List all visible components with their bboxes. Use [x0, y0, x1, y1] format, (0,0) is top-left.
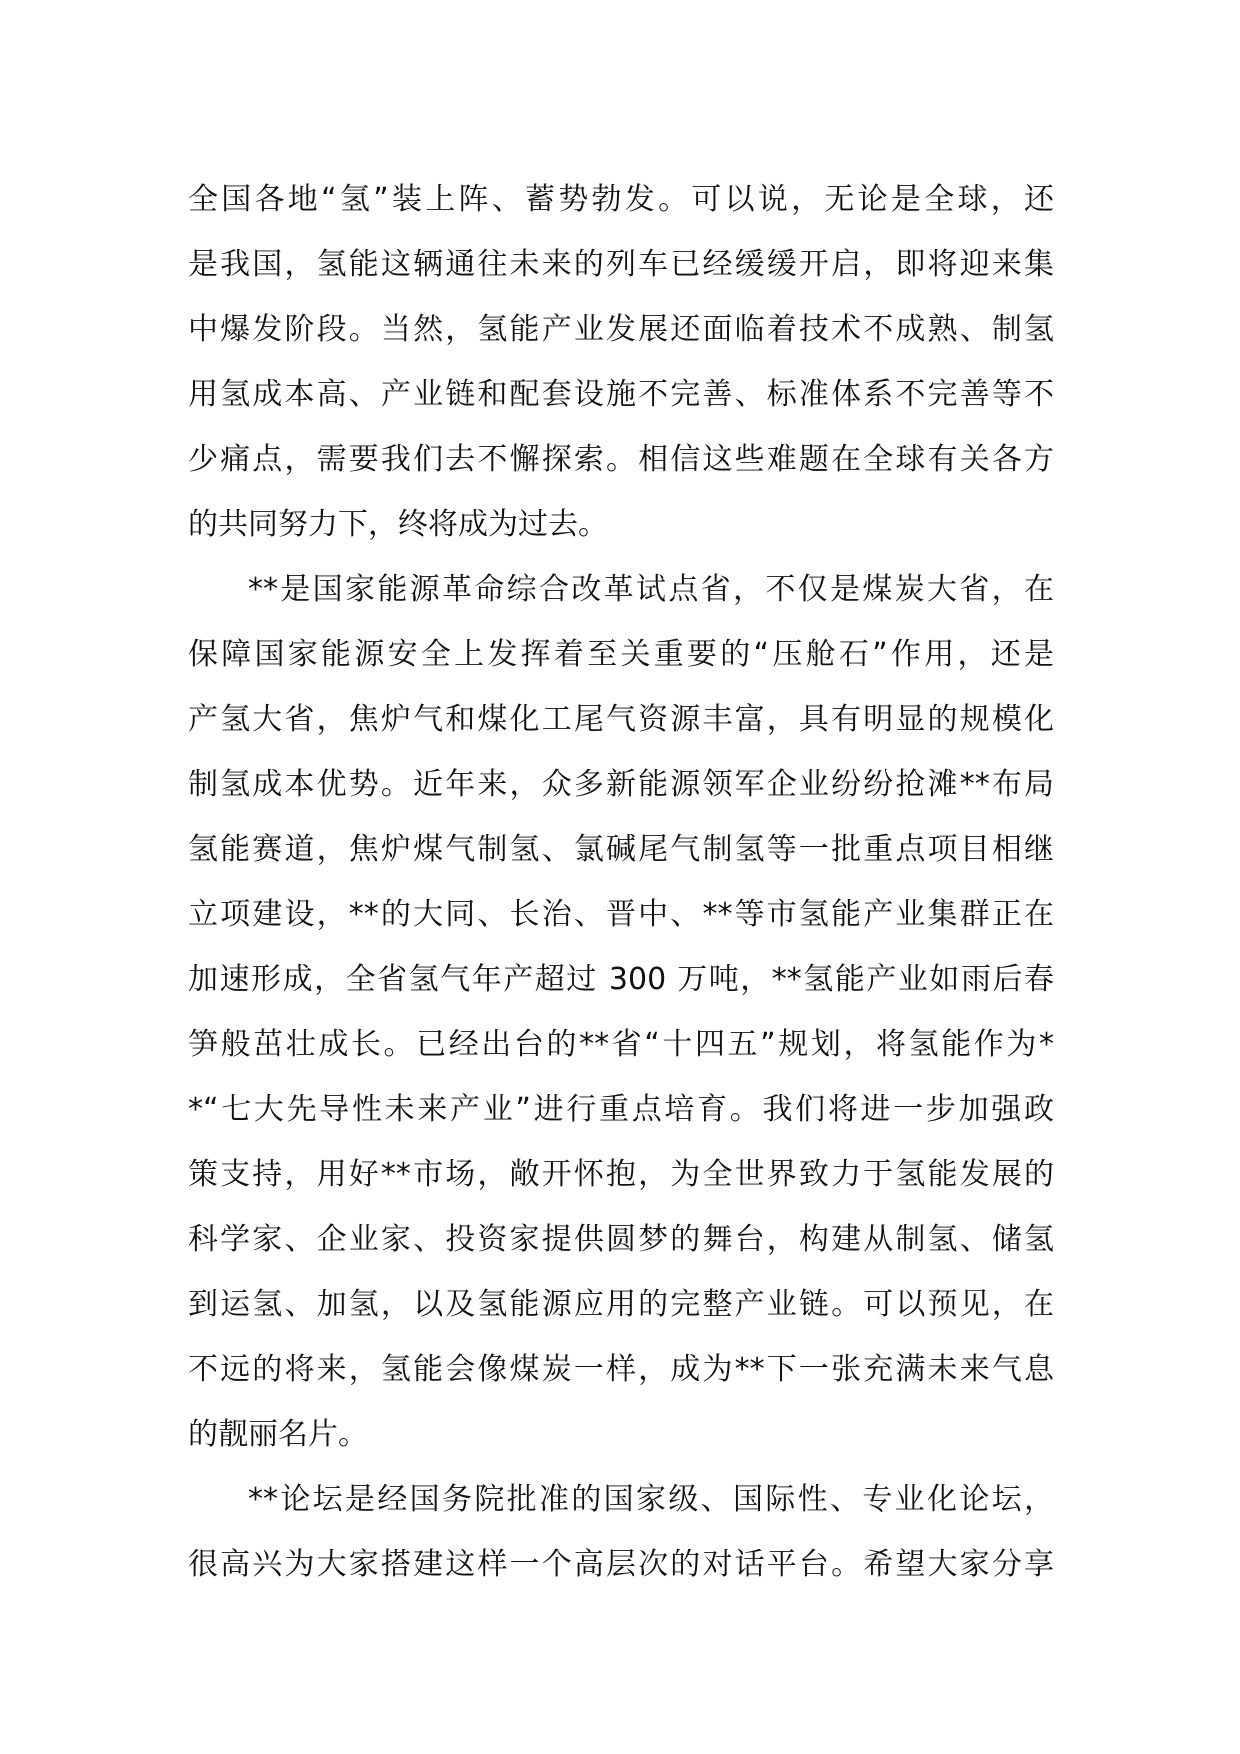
- text-line: 全国各地“氢”装上阵、蓄势勃发。可以说，无论是全球，还: [188, 182, 1054, 217]
- text-line: 的靓丽名片。: [188, 1417, 368, 1452]
- text-line: 中爆发阶段。当然，氢能产业发展还面临着技术不成熟、制氢: [188, 312, 1054, 347]
- text-line: 策支持，用好**市场，敞开怀抱，为全世界致力于氢能发展的: [188, 1157, 1054, 1192]
- text-line: 科学家、企业家、投资家提供圆梦的舞台，构建从制氢、储氢: [188, 1222, 1054, 1257]
- text-line: 不远的将来，氢能会像煤炭一样，成为**下一张充满未来气息: [188, 1352, 1054, 1387]
- text-line: 加速形成，全省氢气年产超过 300 万吨，**氢能产业如雨后春: [188, 962, 1054, 997]
- text-line: 的共同努力下，终将成为过去。: [188, 507, 608, 542]
- text-line: 少痛点，需要我们去不懈探索。相信这些难题在全球有关各方: [188, 442, 1054, 477]
- text-line: 是我国，氢能这辆通往未来的列车已经缓缓开启，即将迎来集: [188, 247, 1054, 282]
- text-line: *“七大先导性未来产业”进行重点培育。我们将进一步加强政: [188, 1092, 1054, 1127]
- text-line: **是国家能源革命综合改革试点省，不仅是煤炭大省，在: [248, 572, 1054, 607]
- text-line: 制氢成本优势。近年来，众多新能源领军企业纷纷抢滩**布局: [188, 767, 1054, 802]
- text-line: 氢能赛道，焦炉煤气制氢、氯碱尾气制氢等一批重点项目相继: [188, 832, 1054, 867]
- paragraph-2: [188, 557, 1054, 1467]
- text-line: **论坛是经国务院批准的国家级、国际性、专业化论坛，: [248, 1482, 1054, 1517]
- text-line: 保障国家能源安全上发挥着至关重要的“压舱石”作用，还是: [188, 637, 1054, 672]
- text-line: 产氢大省，焦炉气和煤化工尾气资源丰富，具有明显的规模化: [188, 702, 1054, 737]
- text-line: 用氢成本高、产业链和配套设施不完善、标准体系不完善等不: [188, 377, 1054, 412]
- body-text: [188, 167, 1054, 1597]
- paragraph-3: [188, 1467, 1054, 1597]
- text-line: 到运氢、加氢，以及氢能源应用的完整产业链。可以预见，在: [188, 1287, 1054, 1322]
- text-line: 很高兴为大家搭建这样一个高层次的对话平台。希望大家分享: [188, 1547, 1054, 1582]
- paragraph-1: [188, 167, 1054, 557]
- text-line: 立项建设，**的大同、长治、晋中、**等市氢能产业集群正在: [188, 897, 1054, 932]
- text-line: 笋般茁壮成长。已经出台的**省“十四五”规划，将氢能作为*: [188, 1027, 1054, 1062]
